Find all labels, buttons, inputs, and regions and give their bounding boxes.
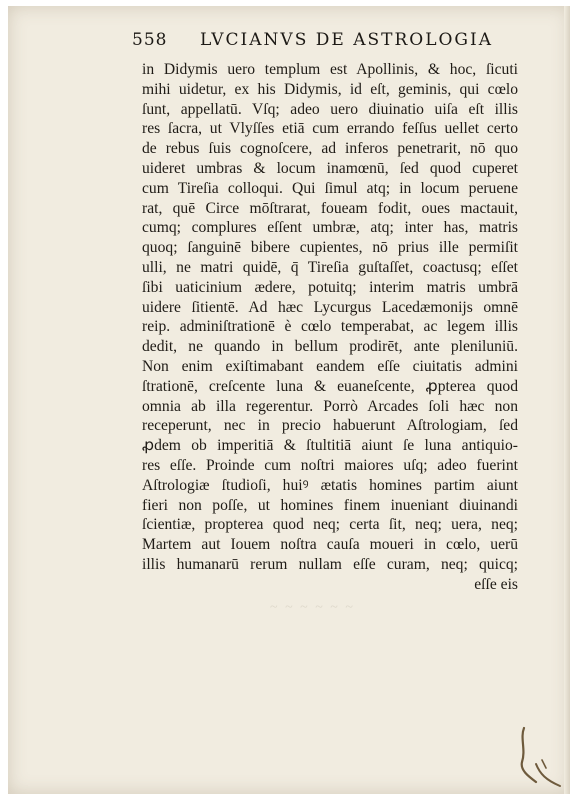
text-line: ſcientiæ, propterea quod neq; certa ſit, neq; uera, neq; [142, 516, 518, 534]
text-line: ꝓdem ob imperitiā & ſtultitiā aiunt ſe luna antiquio- [142, 437, 518, 455]
text-line: cumq; complures eſſent umbræ, atq; inter has, matris [142, 219, 518, 237]
text-line: Non enim exiſtimabant eandem eſſe ciuitatis admini [142, 357, 518, 375]
text-line: uidere ſitientē. Ad hæc Lycurgus Lacedæmonijs omnē [142, 298, 518, 316]
page-number: 558 [132, 30, 168, 50]
body-text [142, 60, 518, 595]
text-line: in Didymis uero templum est Apollinis, & hoc, ſicuti [142, 61, 518, 78]
text-line: dedit, ne quando in bellum prodirēt, ante pleniluniū. [142, 338, 518, 356]
text-line: ſunt, appellatū. Vſq; adeo uero diuinatio uiſa eſt illis [142, 100, 518, 118]
text-line: receperunt, nec in precio habuerunt Aſtrologiam, ſed [142, 417, 518, 435]
show-through-text: ~ ~ ~ ~ ~ ~ [270, 600, 355, 615]
page-edge-shadow [564, 6, 570, 794]
text-line: de rebus ſuis cognoſcere, ad inferos penetrarit, nō quo [142, 140, 518, 158]
text-line: ſtrationē, creſcente luna & euaneſcente, ꝓpterea quod [142, 377, 518, 395]
running-head: LVCIANVS DE ASTROLOGIA [200, 30, 493, 50]
text-line: fieri non poſſe, ut homines finem inueniant diuinandi [142, 496, 518, 514]
text-line: Aſtrologiæ ſtudioſi, huiꝰ ætatis homines partim aiunt [142, 476, 518, 494]
text-line: Martem aut Iouem noſtra cauſa moueri in cœlo, uerū [142, 536, 518, 554]
page-header [132, 30, 512, 54]
text-line: omnia ab illa regerentur. Porrò Arcades ſoli hæc non [142, 397, 518, 415]
text-line: mihi uidetur, ex his Didymis, id eſt, geminis, qui cœlo [142, 80, 518, 98]
text-line: res ſacra, ut Vlyſſes etiā cum errando feſſus uellet certo [142, 120, 518, 138]
text-line: ulli, ne matri quidē, q̄ Tireſia guſtaſſet, coactusq; eſſet [142, 258, 518, 276]
catchword: eſſe eis [474, 575, 518, 593]
text-line: cum Tireſia colloqui. Qui ſimul atq; in locum peruene [142, 179, 518, 197]
text-line: reip. adminiſtrationē è cœlo temperabat, ac legem illis [142, 318, 518, 336]
text-line: ſibi uaticinium ædere, potuitq; interim matris umbrā [142, 278, 518, 296]
text-line: uideret umbras & locum inamœnū, ſed quod cuperet [142, 159, 518, 177]
book-page [8, 6, 570, 794]
marginal-ink-mark [506, 724, 566, 794]
text-line: illis humanarū rerum nullam eſſe curam, neq; quicq; [142, 555, 518, 573]
text-line: quoq; ſanguinē bibere cupientes, nō prius ille permiſit [142, 239, 518, 257]
text-line: res eſſe. Proinde cum noſtri maiores uſq; adeo fuerint [142, 456, 518, 474]
text-line: rat, quē Circe mōſtrarat, foueam fodit, oues mactauit, [142, 199, 518, 217]
